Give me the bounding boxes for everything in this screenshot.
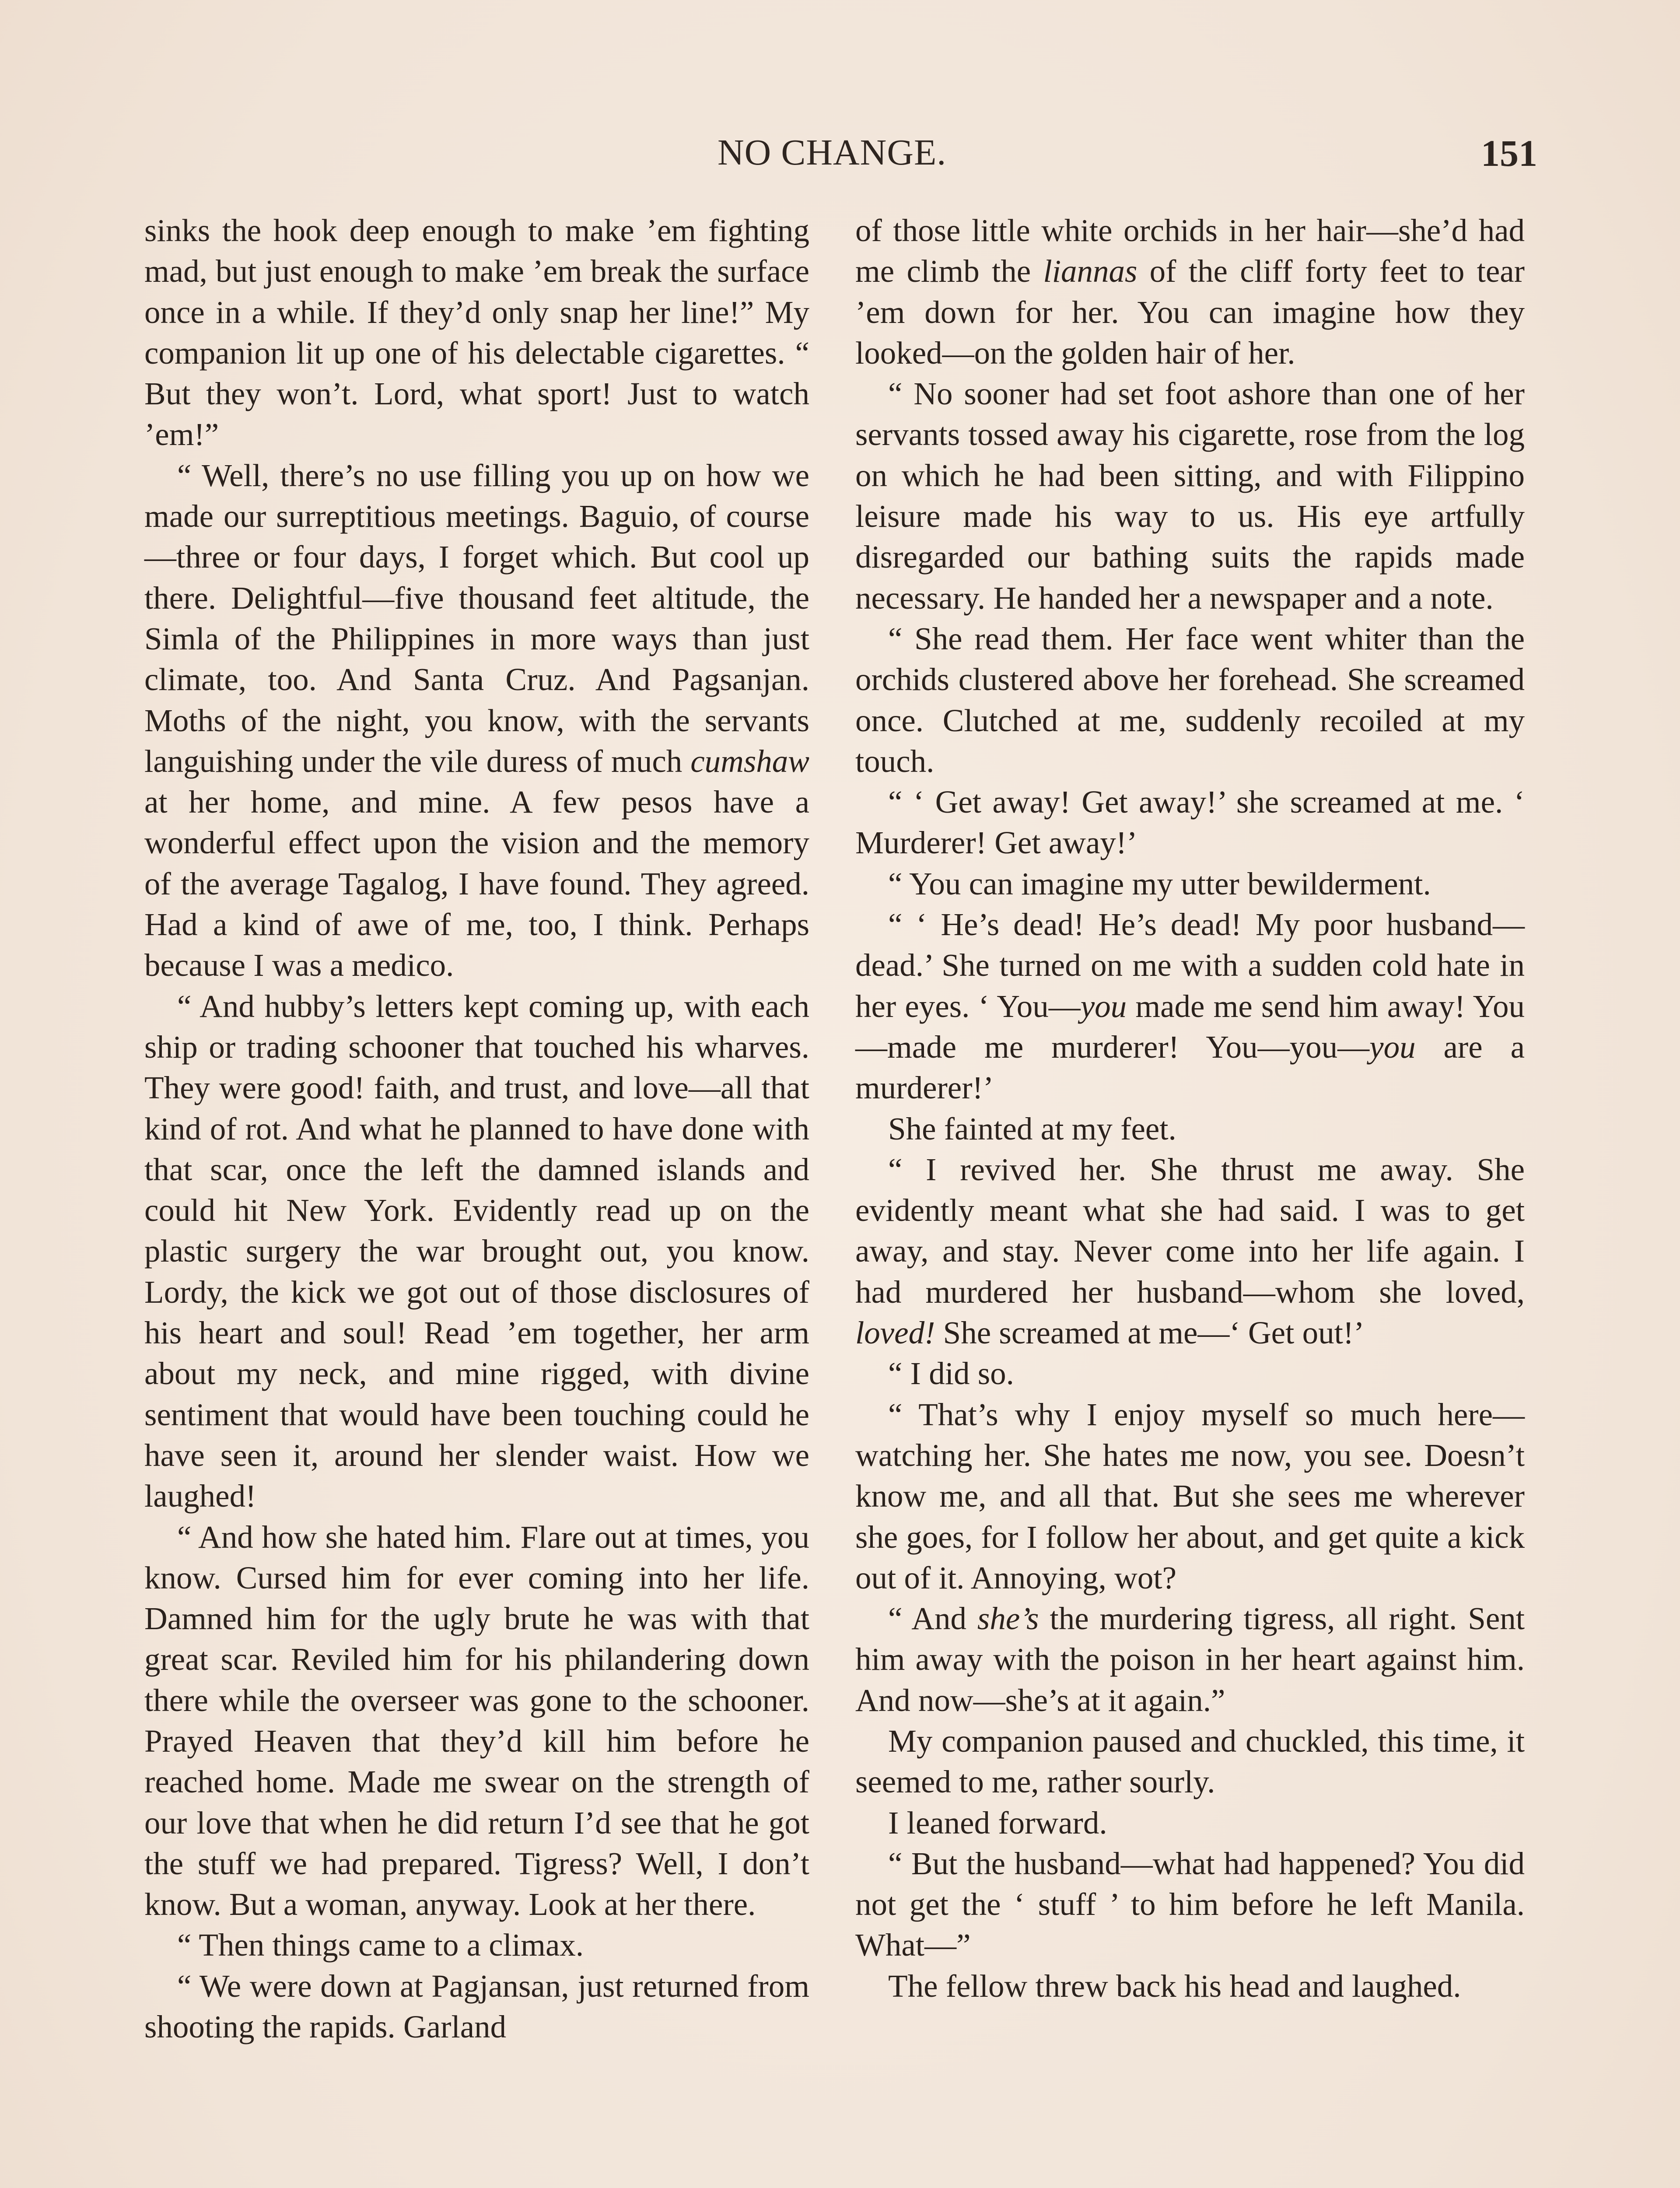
paragraph: “ No sooner had set foot ashore than one of her servants tossed away his cigarette, rose from the log on which he had been sitting, and with Filippino leisure made his way to us. His eye artfully disregarded our bathing suits the rapids made necessary. He handed her a newspaper and a note. xyxy=(855,376,1525,616)
paragraph: “ But the husband—what had happened? You did not get the ‘ stuff ’ to him before he left Manila. What—” xyxy=(855,1845,1525,1963)
paragraph: “ That’s why I enjoy myself so much here—watching her. She hates me now, you see. Doesn’t know me, and all that. But she sees me wherever she goes, for I follow her about, and get quite a kick out of it. Annoying, wot? xyxy=(855,1396,1525,1595)
paragraph: “ ‘ Get away! Get away!’ she screamed at me. ‘ Murderer! Get away!’ xyxy=(855,784,1525,861)
paragraph: “ She read them. Her face went whiter than the orchids clustered above her forehead. She screamed once. Clutched at me, suddenly recoiled at my touch. xyxy=(855,621,1525,779)
right-text-column xyxy=(855,210,1525,2006)
paragraph: “ You can imagine my utter bewilderment. xyxy=(888,866,1431,901)
page-number: 151 xyxy=(1481,132,1537,174)
paragraph: “ Then things came to a climax. xyxy=(177,1927,584,1963)
paragraph: sinks the hook deep enough to make ’em fighting mad, but just enough to make ’em break the surface once in a while. If they’d only snap her line!” My companion lit up one of his delectable cigarettes. “ But they won’t. Lord, what sport! Just to watch ’em!” xyxy=(144,213,809,452)
paragraph: “ ‘ He’s dead! He’s dead! My poor husband—dead.’ She turned on me with a sudden cold hate in her eyes. ‘ You—you made me send him away! You—made me murderer! You—you—you are a murderer!’ xyxy=(855,907,1525,1106)
running-head: NO CHANGE. xyxy=(718,132,947,173)
paragraph: “ Well, there’s no use filling you up on how we made our surreptitious meetings. Baguio, of course—three or four days, I forget which. But cool up there. Delightful—five thousand feet altitude, the Simla of the Philippines in more ways than just climate, too. And Santa Cruz. And Pagsanjan. Moths of the night, you know, with the servants languishing under the vile duress of much cumshaw at her home, and mine. A few pesos have a wonderful effect upon the vision and the memory of the average Tagalog, I have found. They agreed. Had a kind of awe of me, too, I think. Perhaps because I was a medico. xyxy=(144,457,809,983)
paragraph: “ And hubby’s letters kept coming up, with each ship or trading schooner that touched his wharves. They were good! faith, and trust, and love—all that kind of rot. And what he planned to have done with that scar, once the left the damned islands and could hit New York. Evidently read up on the plastic surgery the war brought out, you know. Lordy, the kick we got out of those disclosures of his heart and soul! Read ’em together, her arm about my neck, and mine rigged, with divine sentiment that would have been touching could he have seen it, around her slender waist. How we laughed! xyxy=(144,988,809,1514)
paragraph: The fellow threw back his head and laughed. xyxy=(888,1968,1461,2004)
paragraph: “ We were down at Pagjansan, just returned from shooting the rapids. Garland xyxy=(144,1968,809,2045)
paragraph: I leaned forward. xyxy=(888,1805,1107,1841)
paragraph: of those little white orchids in her hair—she’d had me climb the liannas of the cliff forty feet to tear ’em down for her. You can imagine how they looked—on the golden hair of her. xyxy=(855,213,1525,371)
paragraph: “ I did so. xyxy=(888,1356,1014,1392)
paragraph: “ And she’s the murdering tigress, all right. Sent him away with the poison in her heart against him. And now—she’s at it again.” xyxy=(855,1601,1525,1718)
paragraph: “ I revived her. She thrust me away. She evidently meant what she had said. I was to get away, and stay. Never come into her life again. I had murdered her husband—whom she loved, loved! She screamed at me—‘ Get out!’ xyxy=(855,1151,1525,1351)
paragraph: My companion paused and chuckled, this time, it seemed to me, rather sourly. xyxy=(855,1723,1525,1800)
left-text-column xyxy=(144,210,809,2047)
paragraph: “ And how she hated him. Flare out at times, you know. Cursed him for ever coming into her life. Damned him for the ugly brute he was with that great scar. Reviled him for his philandering down there while the overseer was gone to the schooner. Prayed Heaven that they’d kill him before he reached home. Made me swear on the strength of our love that when he did return I’d see that he got the stuff we had prepared. Tigress? Well, I don’t know. But a woman, anyway. Look at her there. xyxy=(144,1519,809,1922)
paragraph: She fainted at my feet. xyxy=(888,1111,1176,1147)
